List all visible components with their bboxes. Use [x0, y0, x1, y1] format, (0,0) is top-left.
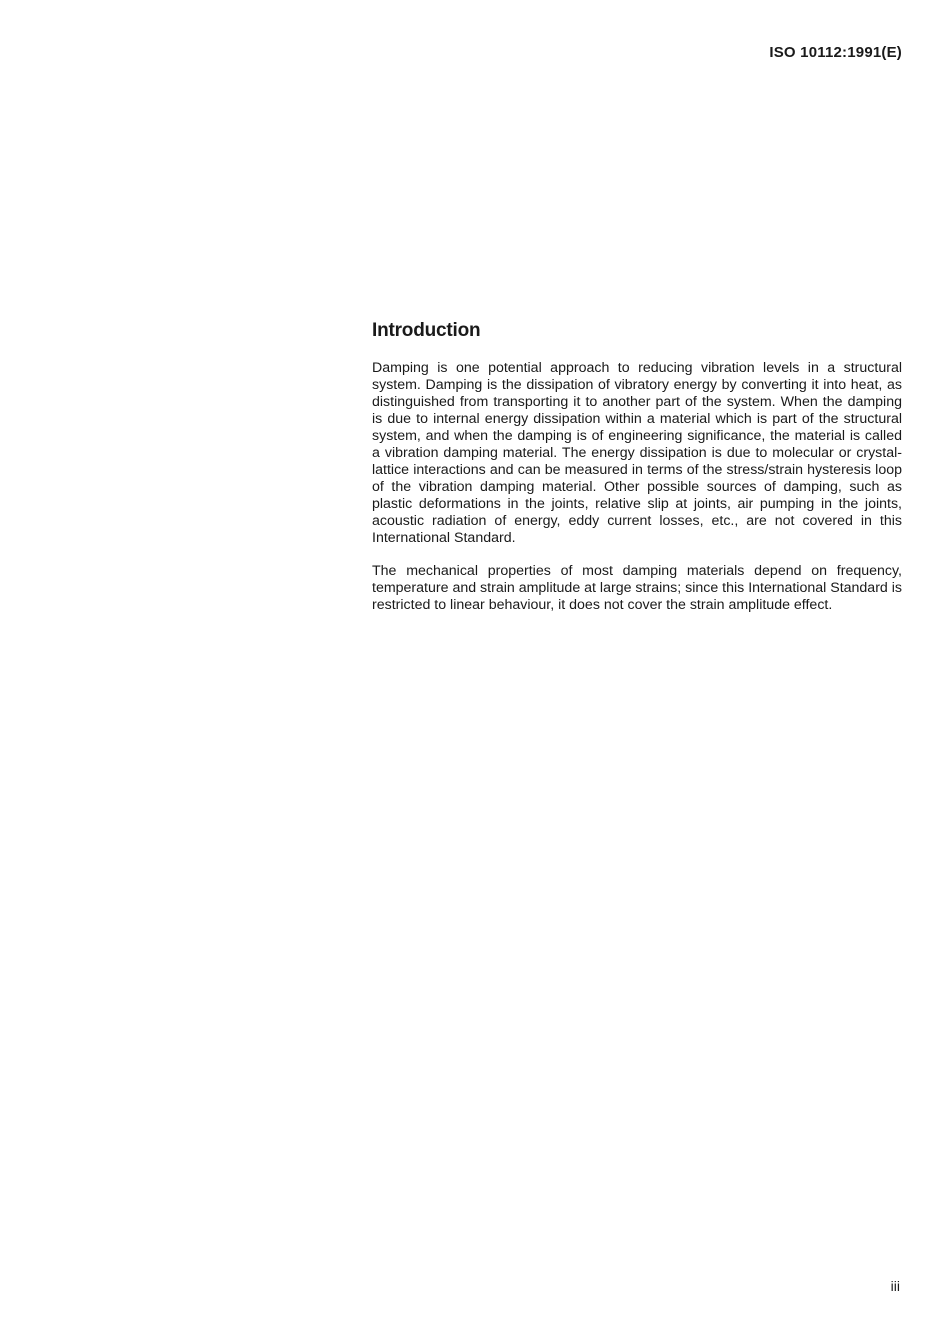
page-number: iii — [890, 1278, 900, 1294]
introduction-section — [372, 320, 902, 630]
section-title: Introduction — [372, 320, 481, 341]
paragraph: Damping is one potential approach to reducing vibration levels in a structural system. Damping is the dissipation of vibratory energy by converting it into heat, as distinguished from transporting it to another part of the system. When the damping is due to internal energy dissipation within a material which is part of the structural system, and when the damping is of engineering significance, the material is called a vibration damping material. The energy dissipation is due to molecular or crystal-lattice interactions and can be measured in terms of the stress/strain hysteresis loop of the vibration damping material. Other possible sources of damping, such as plastic deformations in the joints, relative slip at joints, air pumping in the joints, acoustic radiation of energy, eddy current losses, etc., are not covered in this International Standard. — [372, 360, 902, 546]
paragraph: The mechanical properties of most damping materials depend on frequency, temperature and strain amplitude at large strains; since this International Standard is restricted to linear behaviour, it does not cover the strain amplitude effect. — [372, 563, 902, 613]
document-code: ISO 10112:1991(E) — [769, 44, 902, 61]
